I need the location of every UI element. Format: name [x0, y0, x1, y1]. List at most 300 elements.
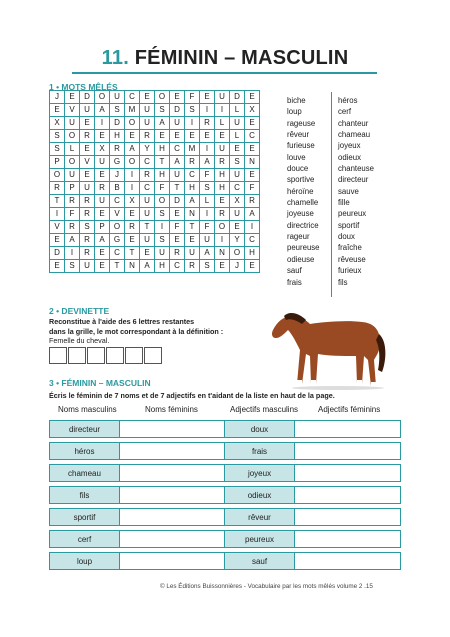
grid-cell[interactable]: R: [80, 208, 95, 221]
grid-cell[interactable]: E: [95, 169, 110, 182]
adjective-row: [224, 464, 401, 482]
grid-cell[interactable]: F: [170, 221, 185, 234]
word-list-item: douce: [287, 164, 309, 174]
grid-cell[interactable]: A: [65, 234, 80, 247]
grid-cell[interactable]: U: [200, 234, 215, 247]
word-list-item: loup: [287, 107, 302, 117]
grid-cell[interactable]: F: [155, 182, 170, 195]
grid-cell[interactable]: F: [185, 91, 200, 104]
grid-cell[interactable]: V: [50, 221, 65, 234]
grid-cell[interactable]: X: [50, 117, 65, 130]
grid-cell[interactable]: C: [110, 247, 125, 260]
grid-cell[interactable]: O: [110, 221, 125, 234]
grid-cell[interactable]: E: [215, 195, 230, 208]
noun-row: [49, 464, 226, 482]
grid-row: [50, 130, 260, 143]
grid-cell[interactable]: E: [170, 208, 185, 221]
section1-heading: 1 • MOTS MÊLÉS: [49, 82, 118, 92]
grid-cell[interactable]: E: [50, 104, 65, 117]
noun-feminine-answer-field[interactable]: [120, 508, 226, 526]
word-list-item: rageuse: [287, 118, 316, 128]
grid-cell[interactable]: H: [215, 169, 230, 182]
grid-cell[interactable]: H: [245, 247, 260, 260]
grid-cell[interactable]: R: [95, 182, 110, 195]
grid-cell[interactable]: U: [215, 91, 230, 104]
grid-cell[interactable]: L: [230, 104, 245, 117]
word-list-item: furieuse: [287, 141, 315, 151]
grid-cell[interactable]: I: [155, 221, 170, 234]
grid-cell[interactable]: C: [170, 260, 185, 273]
word-list-column-1: [287, 95, 320, 288]
grid-cell[interactable]: H: [155, 169, 170, 182]
answer-letter-box[interactable]: [125, 347, 143, 364]
header-adj-masc: Adjectifs masculins: [230, 405, 299, 414]
grid-cell[interactable]: T: [50, 195, 65, 208]
grid-cell[interactable]: R: [185, 156, 200, 169]
exercise-instruction: Écris le féminin de 7 noms et de 7 adjectifs en t'aidant de la liste en haut de la page.: [49, 391, 335, 400]
grid-cell[interactable]: E: [125, 130, 140, 143]
grid-cell[interactable]: P: [50, 156, 65, 169]
grid-cell[interactable]: I: [125, 182, 140, 195]
grid-cell[interactable]: S: [185, 104, 200, 117]
grid-cell[interactable]: U: [95, 195, 110, 208]
grid-cell[interactable]: Y: [140, 143, 155, 156]
grid-cell[interactable]: I: [215, 104, 230, 117]
grid-cell[interactable]: T: [170, 182, 185, 195]
grid-cell[interactable]: O: [215, 221, 230, 234]
word-list-item: peureux: [338, 209, 367, 219]
grid-cell[interactable]: E: [50, 234, 65, 247]
grid-row: [50, 234, 260, 247]
grid-cell[interactable]: D: [170, 104, 185, 117]
title-text: FÉMININ – MASCULIN: [134, 47, 349, 69]
grid-cell[interactable]: U: [80, 104, 95, 117]
grid-cell[interactable]: E: [245, 169, 260, 182]
answer-letter-box[interactable]: [68, 347, 86, 364]
grid-cell[interactable]: C: [140, 156, 155, 169]
grid-cell[interactable]: M: [125, 104, 140, 117]
grid-cell[interactable]: A: [125, 143, 140, 156]
grid-cell[interactable]: V: [65, 104, 80, 117]
grid-cell[interactable]: R: [65, 221, 80, 234]
word-list-item: directrice: [287, 220, 319, 230]
word-list-item: chamelle: [287, 198, 319, 208]
word-list-item: sauve: [338, 186, 359, 196]
grid-cell[interactable]: U: [140, 195, 155, 208]
grid-cell[interactable]: A: [95, 234, 110, 247]
grid-cell[interactable]: E: [230, 143, 245, 156]
grid-cell[interactable]: E: [230, 221, 245, 234]
grid-cell[interactable]: E: [245, 117, 260, 130]
grid-cell[interactable]: S: [50, 143, 65, 156]
grid-cell[interactable]: E: [140, 247, 155, 260]
grid-cell[interactable]: I: [200, 143, 215, 156]
noun-masculine-label: loup: [49, 552, 120, 570]
word-list-item: rageur: [287, 232, 310, 242]
word-list-item: frais: [287, 277, 302, 287]
grid-cell[interactable]: S: [50, 130, 65, 143]
adjective-feminine-answer-field[interactable]: [295, 442, 401, 460]
word-list-item: héros: [338, 96, 358, 105]
section3-heading: 3 • FÉMININ – MASCULIN: [49, 378, 151, 388]
grid-cell[interactable]: I: [200, 208, 215, 221]
adjective-masculine-label: doux: [224, 420, 295, 438]
grid-cell[interactable]: U: [140, 117, 155, 130]
grid-cell[interactable]: U: [65, 117, 80, 130]
grid-cell[interactable]: I: [65, 247, 80, 260]
grid-cell[interactable]: H: [155, 260, 170, 273]
answer-letter-box[interactable]: [144, 347, 162, 364]
grid-cell[interactable]: E: [170, 234, 185, 247]
grid-cell[interactable]: I: [185, 117, 200, 130]
grid-cell[interactable]: I: [215, 234, 230, 247]
grid-cell[interactable]: E: [185, 130, 200, 143]
grid-cell[interactable]: H: [215, 182, 230, 195]
horse-socks: [297, 380, 376, 386]
grid-cell[interactable]: E: [65, 91, 80, 104]
adjective-feminine-answer-field[interactable]: [295, 420, 401, 438]
grid-cell[interactable]: X: [125, 195, 140, 208]
grid-cell[interactable]: S: [65, 260, 80, 273]
grid-cell[interactable]: U: [170, 169, 185, 182]
noun-masculine-label: héros: [49, 442, 120, 460]
adjective-masculine-label: odieux: [224, 486, 295, 504]
grid-cell[interactable]: R: [140, 130, 155, 143]
grid-cell[interactable]: R: [110, 143, 125, 156]
grid-cell[interactable]: N: [245, 156, 260, 169]
grid-cell[interactable]: T: [110, 260, 125, 273]
grid-cell[interactable]: L: [65, 143, 80, 156]
word-list-item: joyeux: [338, 141, 361, 151]
grid-cell[interactable]: A: [95, 104, 110, 117]
grid-cell[interactable]: X: [95, 143, 110, 156]
grid-cell[interactable]: E: [95, 260, 110, 273]
grid-cell[interactable]: R: [215, 156, 230, 169]
answer-letter-box[interactable]: [87, 347, 105, 364]
grid-cell[interactable]: T: [185, 221, 200, 234]
grid-cell[interactable]: A: [200, 156, 215, 169]
adjective-masculine-label: peureux: [224, 530, 295, 548]
grid-cell[interactable]: U: [110, 91, 125, 104]
noun-row: [49, 530, 226, 548]
grid-cell[interactable]: P: [95, 221, 110, 234]
adjective-masculine-label: rêveur: [224, 508, 295, 526]
word-list-item: fraîche: [338, 243, 362, 253]
word-list-item: peureuse: [287, 243, 320, 253]
grid-cell[interactable]: N: [185, 208, 200, 221]
word-list-item: sportive: [287, 175, 315, 185]
grid-cell[interactable]: I: [50, 208, 65, 221]
grid-cell[interactable]: E: [95, 208, 110, 221]
adjective-row: [224, 530, 401, 548]
grid-cell[interactable]: C: [110, 195, 125, 208]
grid-cell[interactable]: E: [185, 234, 200, 247]
grid-cell[interactable]: O: [125, 117, 140, 130]
grid-cell[interactable]: U: [230, 117, 245, 130]
header-nouns-fem: Noms féminins: [145, 405, 198, 414]
grid-cell[interactable]: S: [155, 104, 170, 117]
grid-cell[interactable]: A: [245, 208, 260, 221]
grid-cell[interactable]: E: [245, 260, 260, 273]
grid-cell[interactable]: D: [170, 195, 185, 208]
grid-row: [50, 117, 260, 130]
noun-row: [49, 442, 226, 460]
grid-row: [50, 247, 260, 260]
grid-row: [50, 156, 260, 169]
grid-cell[interactable]: U: [140, 234, 155, 247]
adjective-masculine-label: frais: [224, 442, 295, 460]
grid-cell[interactable]: N: [125, 260, 140, 273]
grid-cell[interactable]: N: [215, 247, 230, 260]
noun-feminine-answer-field[interactable]: [120, 442, 226, 460]
adjective-row: [224, 420, 401, 438]
grid-cell[interactable]: D: [230, 91, 245, 104]
grid-cell[interactable]: D: [80, 91, 95, 104]
noun-row: [49, 486, 226, 504]
grid-cell[interactable]: C: [245, 234, 260, 247]
noun-masculine-label: chameau: [49, 464, 120, 482]
noun-feminine-answer-field[interactable]: [120, 530, 226, 548]
grid-cell[interactable]: H: [155, 143, 170, 156]
grid-cell[interactable]: R: [245, 195, 260, 208]
grid-cell[interactable]: H: [185, 182, 200, 195]
word-list-item: furieux: [338, 266, 362, 276]
grid-cell[interactable]: U: [170, 117, 185, 130]
grid-cell[interactable]: C: [245, 130, 260, 143]
grid-row: [50, 143, 260, 156]
grid-cell[interactable]: O: [65, 156, 80, 169]
grid-cell[interactable]: E: [155, 130, 170, 143]
grid-cell[interactable]: O: [230, 247, 245, 260]
word-search-grid: [49, 90, 260, 273]
grid-cell[interactable]: O: [125, 156, 140, 169]
grid-cell[interactable]: C: [185, 169, 200, 182]
grid-cell[interactable]: F: [200, 221, 215, 234]
noun-row: [49, 420, 226, 438]
grid-cell[interactable]: R: [80, 130, 95, 143]
grid-cell[interactable]: A: [140, 260, 155, 273]
grid-cell[interactable]: F: [65, 208, 80, 221]
grid-cell[interactable]: V: [80, 156, 95, 169]
grid-cell[interactable]: B: [110, 182, 125, 195]
noun-masculine-label: directeur: [49, 420, 120, 438]
adjective-row: [224, 442, 401, 460]
grid-cell[interactable]: S: [155, 208, 170, 221]
grid-cell[interactable]: A: [170, 156, 185, 169]
adjective-feminine-answer-field[interactable]: [295, 552, 401, 570]
title-underline: [72, 72, 377, 74]
grid-cell[interactable]: E: [95, 130, 110, 143]
grid-cell[interactable]: G: [110, 234, 125, 247]
adjective-feminine-answer-field[interactable]: [295, 508, 401, 526]
horse-illustration: [262, 290, 394, 390]
grid-cell[interactable]: Y: [230, 234, 245, 247]
grid-cell[interactable]: R: [65, 195, 80, 208]
grid-cell[interactable]: E: [125, 208, 140, 221]
word-list-item: fille: [338, 198, 350, 208]
grid-cell[interactable]: S: [200, 182, 215, 195]
grid-cell[interactable]: L: [230, 130, 245, 143]
adjective-feminine-answer-field[interactable]: [295, 464, 401, 482]
grid-cell[interactable]: E: [80, 117, 95, 130]
grid-cell[interactable]: O: [95, 91, 110, 104]
grid-cell[interactable]: G: [110, 156, 125, 169]
grid-cell[interactable]: S: [230, 156, 245, 169]
noun-masculine-label: cerf: [49, 530, 120, 548]
grid-cell[interactable]: L: [215, 117, 230, 130]
grid-cell[interactable]: C: [230, 182, 245, 195]
grid-cell[interactable]: I: [200, 104, 215, 117]
word-list-item: doux: [338, 232, 355, 242]
grid-cell[interactable]: I: [245, 221, 260, 234]
grid-cell[interactable]: U: [80, 182, 95, 195]
grid-cell[interactable]: U: [80, 260, 95, 273]
grid-cell[interactable]: J: [230, 260, 245, 273]
riddle-clue: Femelle du cheval.: [49, 336, 110, 345]
word-list-column-2: [338, 95, 374, 288]
grid-cell[interactable]: S: [200, 260, 215, 273]
grid-cell[interactable]: E: [80, 143, 95, 156]
grid-cell[interactable]: R: [80, 234, 95, 247]
grid-cell[interactable]: V: [110, 208, 125, 221]
grid-cell[interactable]: E: [215, 260, 230, 273]
grid-cell[interactable]: C: [125, 91, 140, 104]
grid-cell[interactable]: J: [110, 169, 125, 182]
grid-cell[interactable]: D: [50, 247, 65, 260]
grid-cell[interactable]: I: [95, 117, 110, 130]
grid-cell[interactable]: U: [185, 247, 200, 260]
answer-letter-box[interactable]: [106, 347, 124, 364]
grid-cell[interactable]: U: [95, 156, 110, 169]
word-list-item: chanteuse: [338, 164, 374, 174]
grid-cell[interactable]: E: [50, 260, 65, 273]
word-list-item: directeur: [338, 175, 369, 185]
answer-letter-box[interactable]: [49, 347, 67, 364]
grid-cell[interactable]: O: [65, 130, 80, 143]
grid-cell[interactable]: E: [245, 143, 260, 156]
grid-cell[interactable]: R: [170, 247, 185, 260]
word-list-item: rêveuse: [338, 254, 366, 264]
grid-cell[interactable]: S: [80, 221, 95, 234]
grid-cell[interactable]: E: [170, 130, 185, 143]
grid-cell[interactable]: U: [140, 208, 155, 221]
noun-feminine-answer-field[interactable]: [120, 464, 226, 482]
word-list-item: rêveur: [287, 130, 310, 140]
word-list-item: chameau: [338, 130, 371, 140]
grid-cell[interactable]: T: [125, 247, 140, 260]
word-list-item: héroïne: [287, 186, 314, 196]
grid-cell[interactable]: U: [215, 143, 230, 156]
grid-cell[interactable]: R: [185, 260, 200, 273]
grid-row: [50, 221, 260, 234]
section2-heading: 2 • DEVINETTE: [49, 306, 110, 316]
grid-row: [50, 195, 260, 208]
adjective-feminine-answer-field[interactable]: [295, 486, 401, 504]
word-list-item: odieuse: [287, 254, 315, 264]
grid-row: [50, 91, 260, 104]
grid-cell[interactable]: R: [50, 182, 65, 195]
word-list-item: joyeuse: [287, 209, 314, 219]
grid-cell[interactable]: R: [140, 169, 155, 182]
grid-cell[interactable]: X: [245, 104, 260, 117]
noun-row: [49, 508, 226, 526]
grid-cell[interactable]: E: [200, 130, 215, 143]
grid-cell[interactable]: M: [185, 143, 200, 156]
word-list-item: fils: [338, 277, 348, 287]
noun-feminine-answer-field[interactable]: [120, 552, 226, 570]
grid-cell[interactable]: T: [155, 156, 170, 169]
grid-cell[interactable]: E: [200, 91, 215, 104]
grid-cell[interactable]: I: [125, 169, 140, 182]
title-number: 11.: [101, 47, 129, 69]
grid-cell[interactable]: U: [230, 169, 245, 182]
noun-feminine-answer-field[interactable]: [120, 486, 226, 504]
riddle-answer-boxes: [49, 347, 163, 364]
grid-cell[interactable]: S: [110, 104, 125, 117]
adjective-masculine-label: joyeux: [224, 464, 295, 482]
grid-cell[interactable]: S: [155, 234, 170, 247]
grid-cell[interactable]: R: [80, 247, 95, 260]
riddle-instruction: [49, 317, 289, 337]
grid-cell[interactable]: E: [245, 91, 260, 104]
adjectives-table: [224, 420, 401, 574]
grid-cell[interactable]: F: [245, 182, 260, 195]
grid-cell[interactable]: O: [155, 91, 170, 104]
grid-cell[interactable]: U: [140, 104, 155, 117]
grid-cell[interactable]: C: [170, 143, 185, 156]
grid-cell[interactable]: R: [200, 117, 215, 130]
grid-cell[interactable]: R: [80, 195, 95, 208]
grid-cell[interactable]: A: [155, 117, 170, 130]
grid-cell[interactable]: R: [125, 221, 140, 234]
adjective-row: [224, 486, 401, 504]
grid-cell[interactable]: F: [200, 169, 215, 182]
grid-cell[interactable]: T: [140, 221, 155, 234]
grid-cell[interactable]: H: [110, 130, 125, 143]
grid-cell[interactable]: E: [80, 169, 95, 182]
noun-feminine-answer-field[interactable]: [120, 420, 226, 438]
header-nouns-masc: Noms masculins: [58, 405, 117, 414]
word-list-divider: [331, 92, 332, 297]
noun-masculine-label: sportif: [49, 508, 120, 526]
grid-cell[interactable]: U: [230, 208, 245, 221]
grid-cell[interactable]: O: [155, 195, 170, 208]
grid-row: [50, 208, 260, 221]
grid-cell[interactable]: A: [185, 195, 200, 208]
grid-cell[interactable]: X: [230, 195, 245, 208]
word-list-item: louve: [287, 152, 306, 162]
page-title: [0, 47, 450, 70]
grid-cell[interactable]: L: [200, 195, 215, 208]
grid-cell[interactable]: E: [125, 234, 140, 247]
grid-cell[interactable]: P: [65, 182, 80, 195]
adjective-feminine-answer-field[interactable]: [295, 530, 401, 548]
grid-cell[interactable]: C: [140, 182, 155, 195]
grid-cell[interactable]: D: [110, 117, 125, 130]
grid-cell[interactable]: U: [65, 169, 80, 182]
grid-cell[interactable]: E: [95, 247, 110, 260]
grid-cell[interactable]: A: [200, 247, 215, 260]
grid-cell[interactable]: U: [155, 247, 170, 260]
adjective-row: [224, 552, 401, 570]
grid-cell[interactable]: R: [215, 208, 230, 221]
adjective-row: [224, 508, 401, 526]
grid-cell[interactable]: E: [140, 91, 155, 104]
grid-cell[interactable]: E: [215, 130, 230, 143]
grid-cell[interactable]: J: [50, 91, 65, 104]
grid-cell[interactable]: O: [50, 169, 65, 182]
grid-cell[interactable]: E: [170, 91, 185, 104]
